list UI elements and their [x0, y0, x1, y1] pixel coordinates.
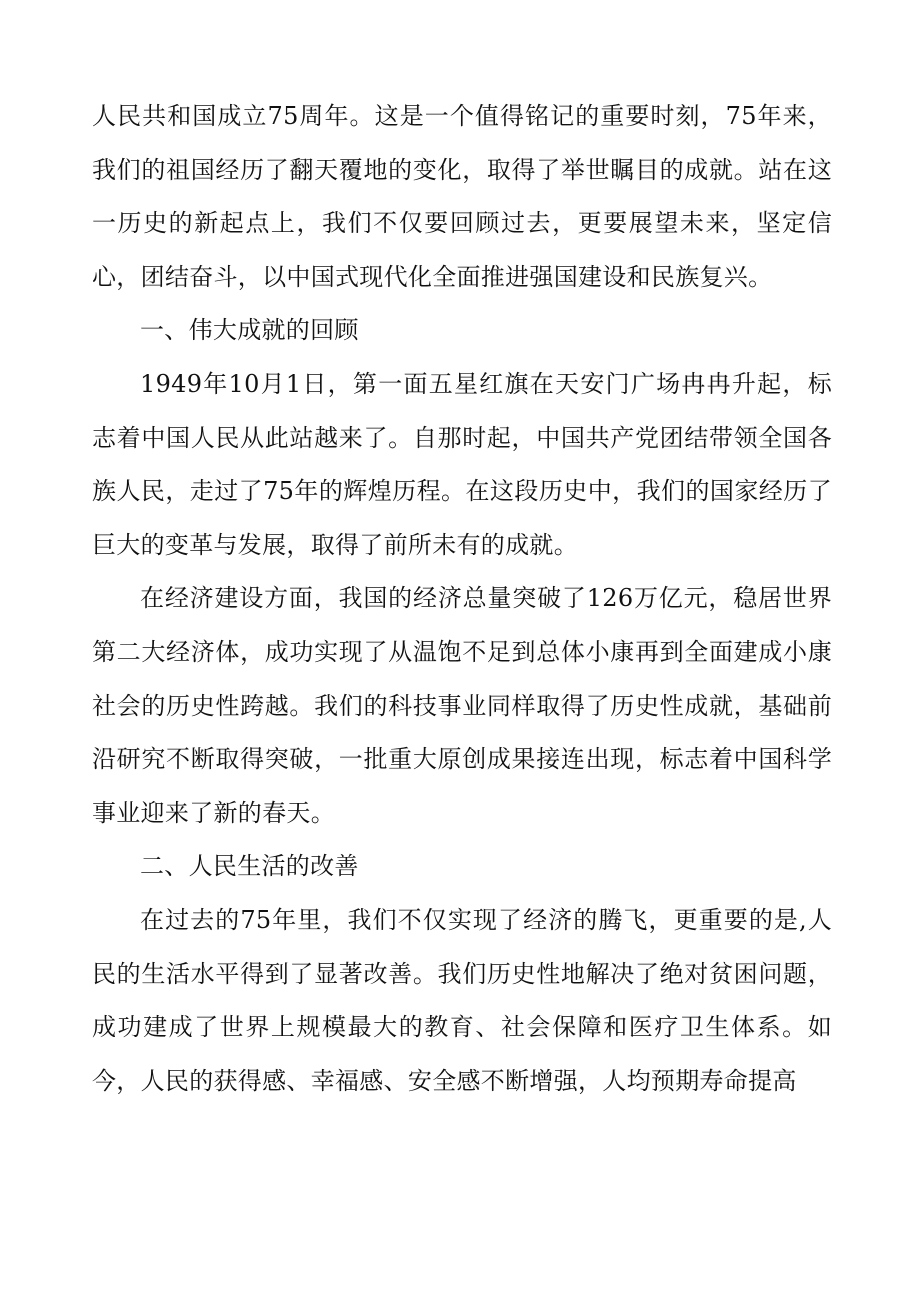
- intro-paragraph: 人民共和国成立75周年。这是一个值得铭记的重要时刻，75年来，我们的祖国经历了翻天覆地的变化，取得了举世瞩目的成就。站在这一历史的新起点上，我们不仅要回顾过去，更要展望未来，坚定信心，团结奋斗，以中国式现代化全面推进强国建设和民族复兴。: [92, 102, 832, 291]
- section-heading-livelihood: 二、人民生活的改善: [140, 852, 359, 881]
- paragraph-livelihood: 在过去的75年里，我们不仅实现了经济的腾飞，更重要的是,人民的生活水平得到了显著改善。我们历史性地解决了绝对贫困问题，成功建成了世界上规模最大的教育、社会保障和医疗卫生体系。如今，人民的获得感、幸福感、安全感不断增强，人均预期寿命提高: [92, 905, 832, 1095]
- document-body: [92, 90, 832, 1108]
- paragraph-economy: 在经济建设方面，我国的经济总量突破了126万亿元，稳居世界第二大经济体，成功实现了从温饱不足到总体小康再到全面建成小康社会的历史性跨越。我们的科技事业同样取得了历史性成就，基础前沿研究不断取得突破，一批重大原创成果接连出现，标志着中国科学事业迎来了新的春天。: [92, 584, 832, 827]
- section-heading-achievements: 一、伟大成就的回顾: [140, 316, 359, 345]
- paragraph-founding: 1949年10月1日，第一面五星红旗在天安门广场冉冉升起，标志着中国人民从此站越来了。自那时起，中国共产党团结带领全国各族人民，走过了75年的辉煌历程。在这段历史中，我们的国家经历了巨大的变革与发展，取得了前所未有的成就。: [92, 369, 832, 559]
